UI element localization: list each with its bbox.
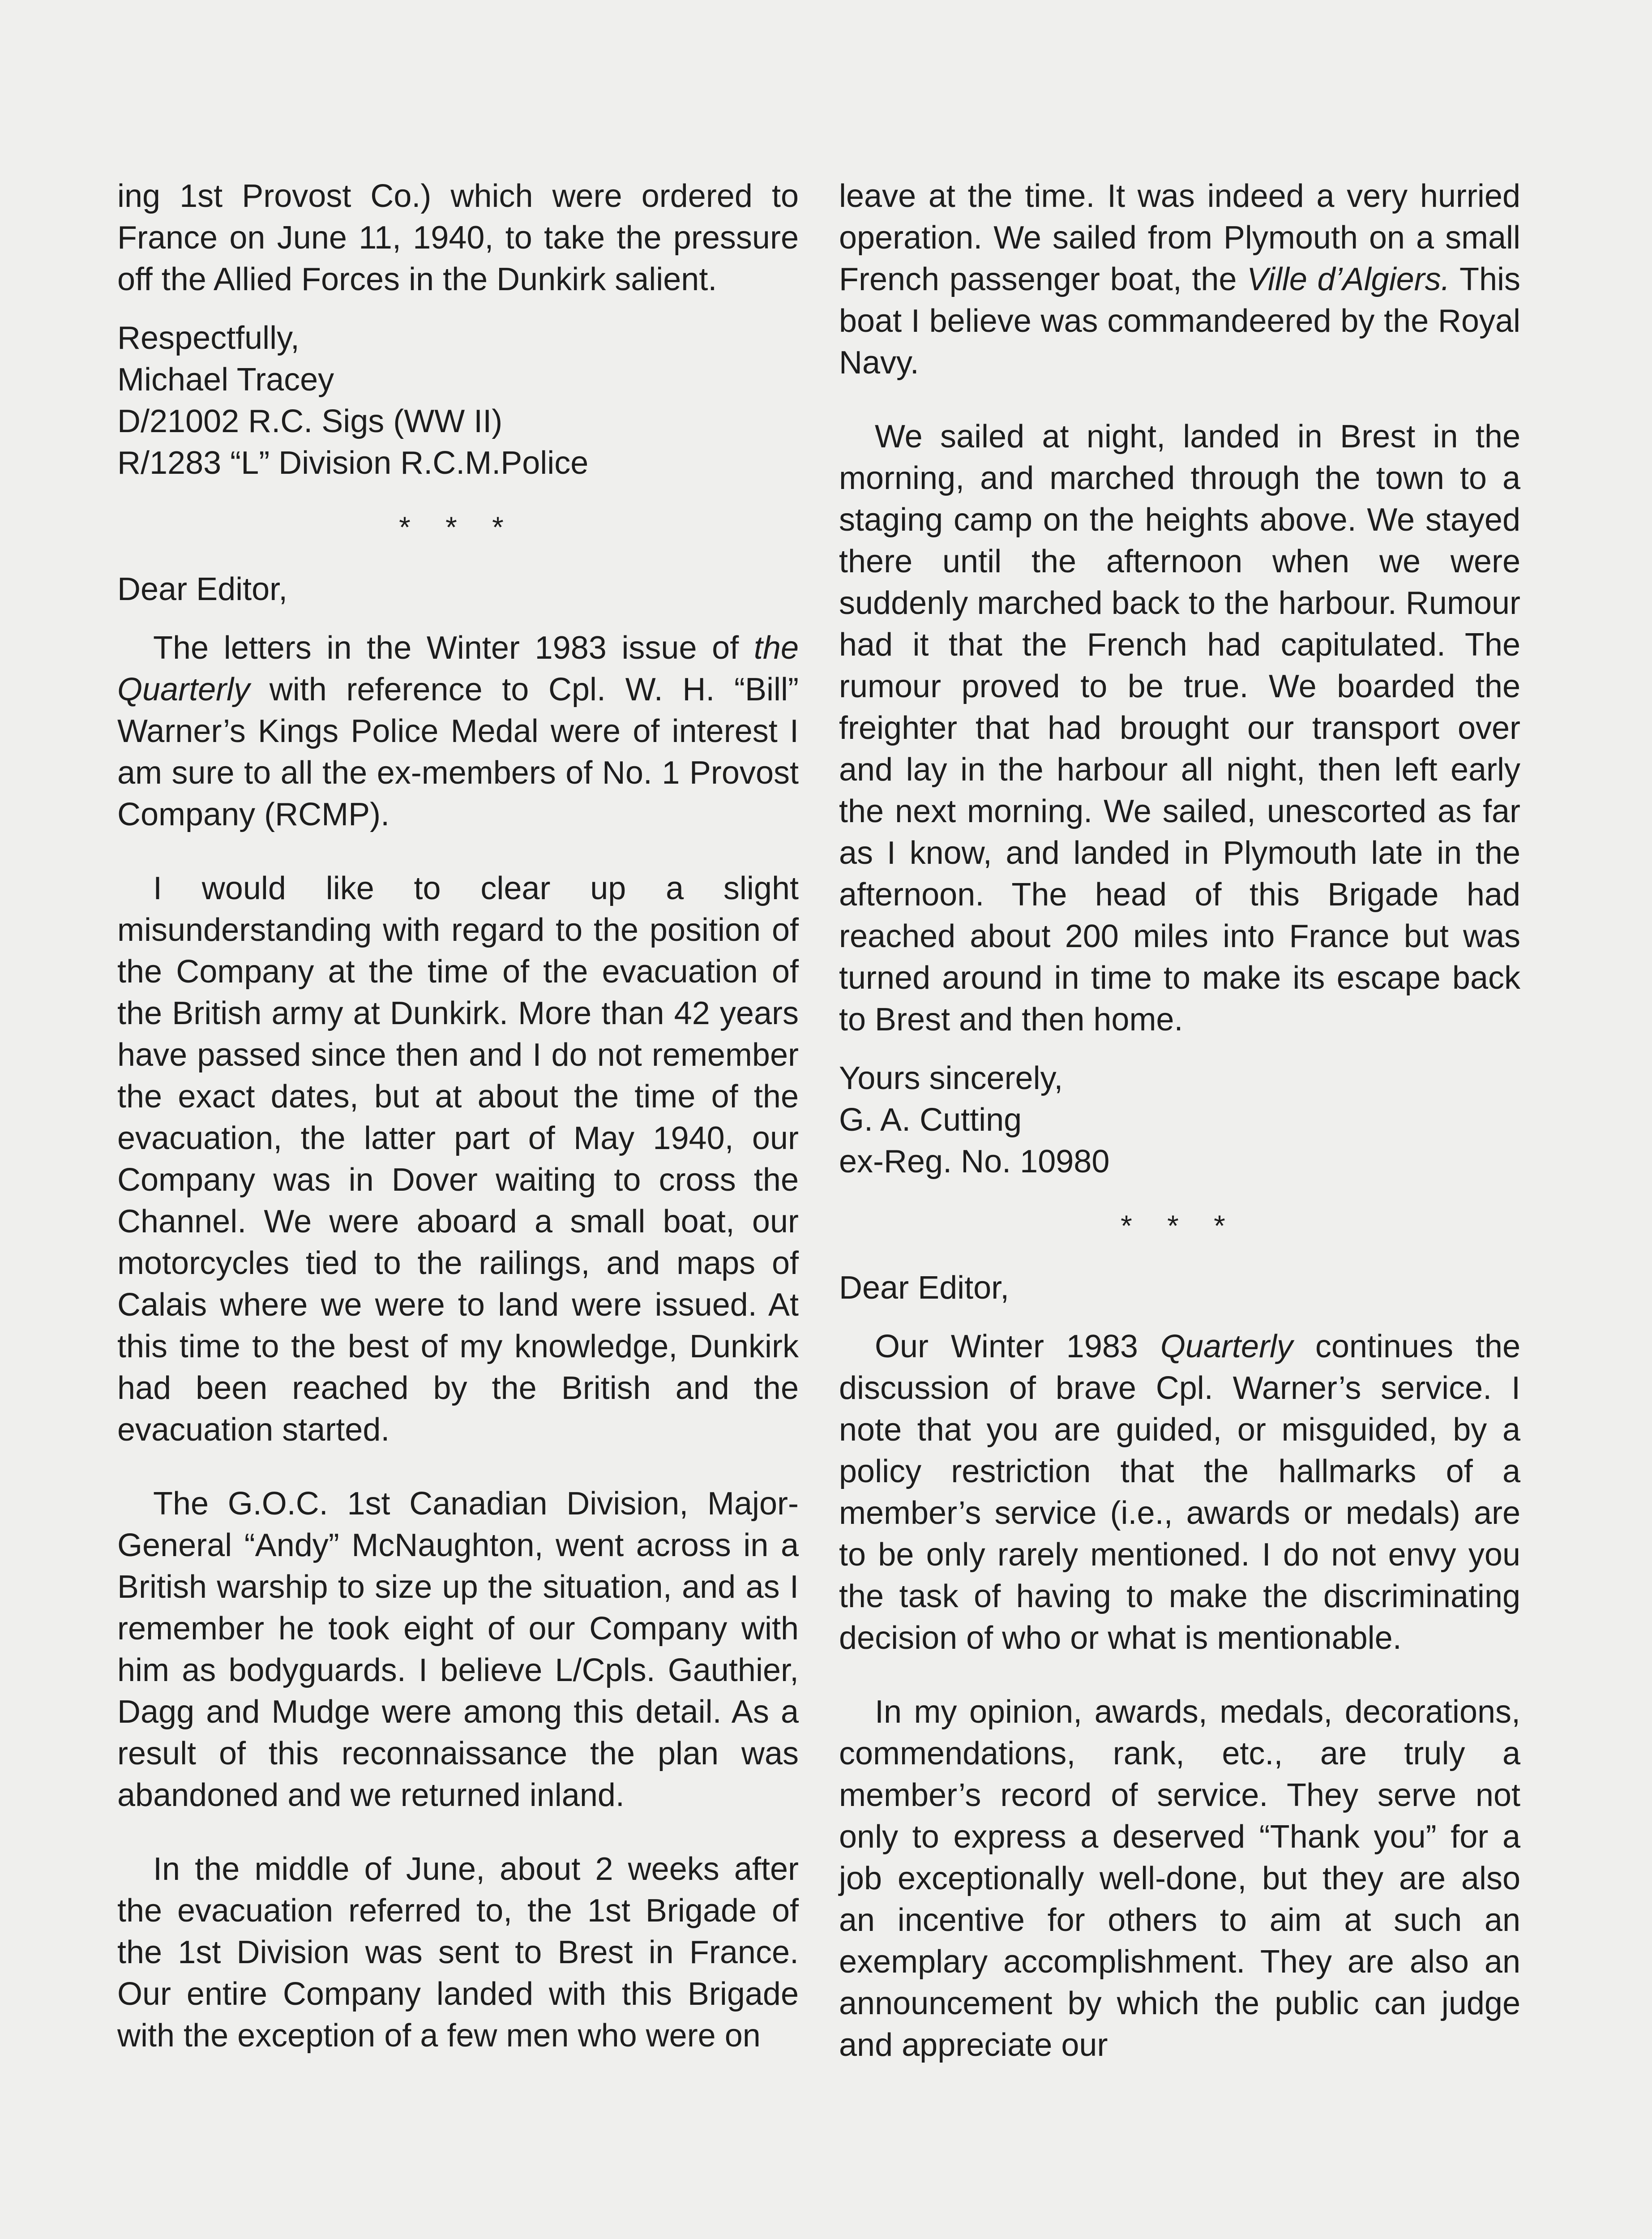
- letter-paragraph: [117, 627, 799, 836]
- signoff-line: Michael Tracey: [117, 362, 334, 398]
- left-column: [117, 176, 799, 2089]
- section-separator: * * *: [399, 510, 517, 544]
- section-separator: * * *: [1121, 1209, 1239, 1242]
- text-run: continues the discussion of brave Cpl. Warner’s service. I note that you are guided, or misguided, by a policy restriction that the hallmarks of a member’s service (i.e., awards or medals) are to be only rarely mentioned. I do not envy you the task of having to make the discriminating decision of who or what is mentionable.: [839, 1329, 1520, 1656]
- signoff-line: Yours sincerely,: [839, 1060, 1063, 1096]
- signoff-line: D/21002 R.C. Sigs (WW II): [117, 403, 503, 439]
- letter-paragraph: In my opinion, awards, medals, decorations, commendations, rank, etc., are truly a member’s record of service. They serve not only to express a deserved “Thank you” for a job exceptionally well-done, but they are also an incentive for others to aim at such an exemplary accomplishment. They are also an announcement by which the public can judge and appreciate our: [839, 1694, 1520, 2063]
- text-run: Our Winter 1983: [875, 1329, 1160, 1364]
- letter-paragraph: [839, 176, 1520, 384]
- publication-title: the Quarterly: [117, 630, 799, 708]
- text-run: The letters in the Winter 1983 issue of: [153, 630, 754, 666]
- text-run: leave at the time. It was indeed a very hurried operation. We sailed from Plymouth on a small French passenger boat, the: [839, 178, 1520, 297]
- right-column: [839, 176, 1520, 2098]
- letter-paragraph: In the middle of June, about 2 weeks after the evacuation referred to, the 1st Brigade of the 1st Division was sent to Brest in France. Our entire Company landed with this Brigade with the exception of a few men who were on: [117, 1851, 799, 2054]
- signoff-line: Respectfully,: [117, 320, 300, 356]
- signoff-line: ex-Reg. No. 10980: [839, 1144, 1110, 1180]
- signoff-line: G. A. Cutting: [839, 1102, 1022, 1138]
- signoff-line: R/1283 “L” Division R.C.M.Police: [117, 445, 589, 481]
- left-intro-paragraph: ing 1st Provost Co.) which were ordered to France on June 11, 1940, to take the pressure off the Allied Forces in the Dunkirk salient.: [117, 178, 799, 297]
- ship-name: Ville d’Algiers.: [1247, 262, 1450, 297]
- letter-paragraph: I would like to clear up a slight misunderstanding with regard to the position of the Company at the time of the evacuation of the British army at Dunkirk. More than 42 years have passed since then and I do not remember the exact dates, but at about the time of the evacuation, the latter part of May 1940, our Company was in Dover waiting to cross the Channel. We were aboard a small boat, our motorcycles tied to the railings, and maps of Calais where we were to land were issued. At this time to the best of my knowledge, Dunkirk had been reached by the British and the evacuation started.: [117, 871, 799, 1448]
- publication-title: Quarterly: [1160, 1329, 1293, 1364]
- tracey-signoff: [117, 317, 799, 484]
- cutting-signoff: [839, 1058, 1520, 1183]
- letter-paragraph: [839, 1326, 1520, 1659]
- salutation: Dear Editor,: [839, 1270, 1010, 1306]
- text-run: with reference to Cpl. W. H. “Bill” Warner’s Kings Police Medal were of interest I am sure to all the ex-members of No. 1 Provost Company (RCMP).: [117, 672, 799, 832]
- text-run: This boat I believe was commandeered by the Royal Navy.: [839, 262, 1520, 381]
- letter-paragraph: We sailed at night, landed in Brest in the morning, and marched through the town to a staging camp on the heights above. We stayed there until the afternoon when we were suddenly marched back to the harbour. Rumour had it that the French had capitulated. The rumour proved to be true. We boarded the freighter that had brought our transport over and lay in the harbour all night, then left early the next morning. We sailed, unescorted as far as I know, and landed in Plymouth late in the afternoon. The head of this Brigade had reached about 200 miles into France but was turned around in time to make its escape back to Brest and then home.: [839, 419, 1520, 1038]
- salutation: Dear Editor,: [117, 571, 288, 607]
- letter-paragraph: The G.O.C. 1st Canadian Division, Major-General “Andy” McNaughton, went across in a British warship to size up the situation, and as I remember he took eight of our Company with him as bodyguards. I believe L/Cpls. Gauthier, Dagg and Mudge were among this detail. As a result of this reconnaissance the plan was abandoned and we returned inland.: [117, 1486, 799, 1813]
